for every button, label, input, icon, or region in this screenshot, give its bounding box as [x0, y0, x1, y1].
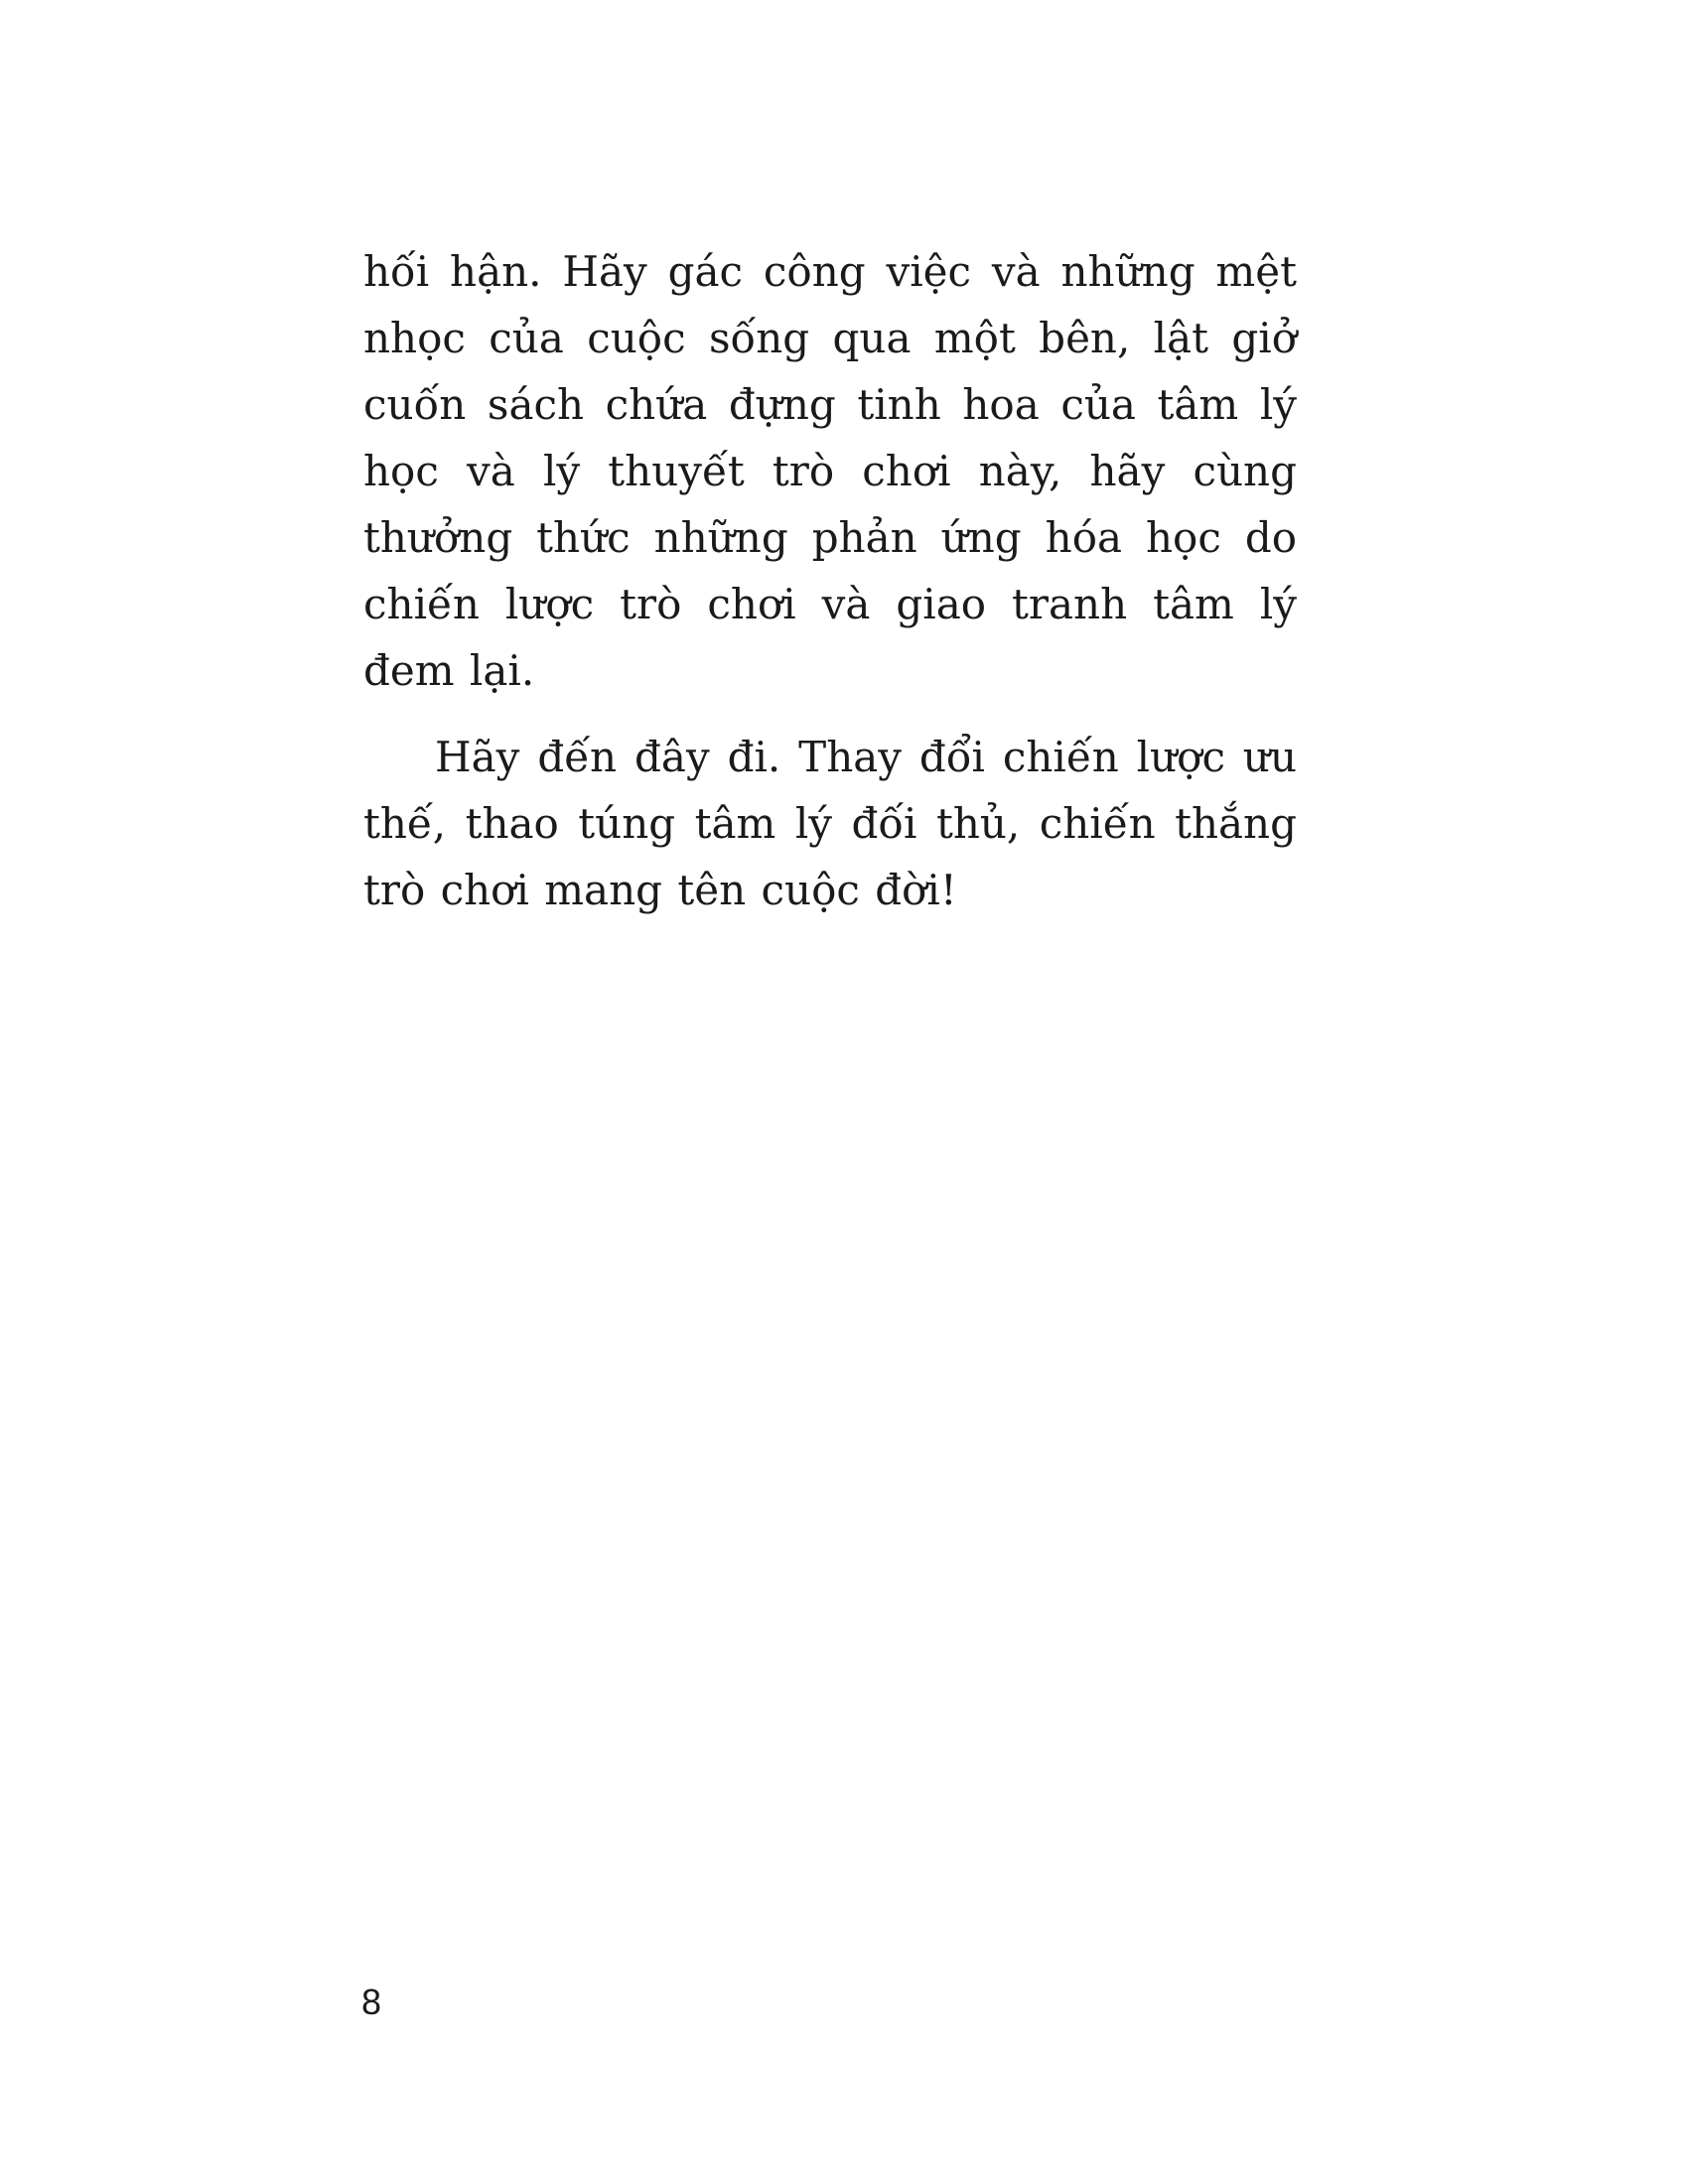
body-paragraph-continued: hối hận. Hãy gác công việc và những mệt nhọc của cuộc sống qua một bên, lật giở cuốn sách chứa đựng tinh hoa của tâm lý học và lý thuyết trò chơi này, hãy cùng thưởng thức những phản ứng hóa học do chiến lược trò chơi và giao tranh tâm lý đem lại. [363, 247, 1297, 695]
page-number: 8 [361, 1981, 382, 2022]
page-body [363, 238, 1297, 923]
body-paragraph-closing: Hãy đến đây đi. Thay đổi chiến lược ưu thế, thao túng tâm lý đối thủ, chiến thắng trò chơi mang tên cuộc đời! [363, 733, 1297, 914]
